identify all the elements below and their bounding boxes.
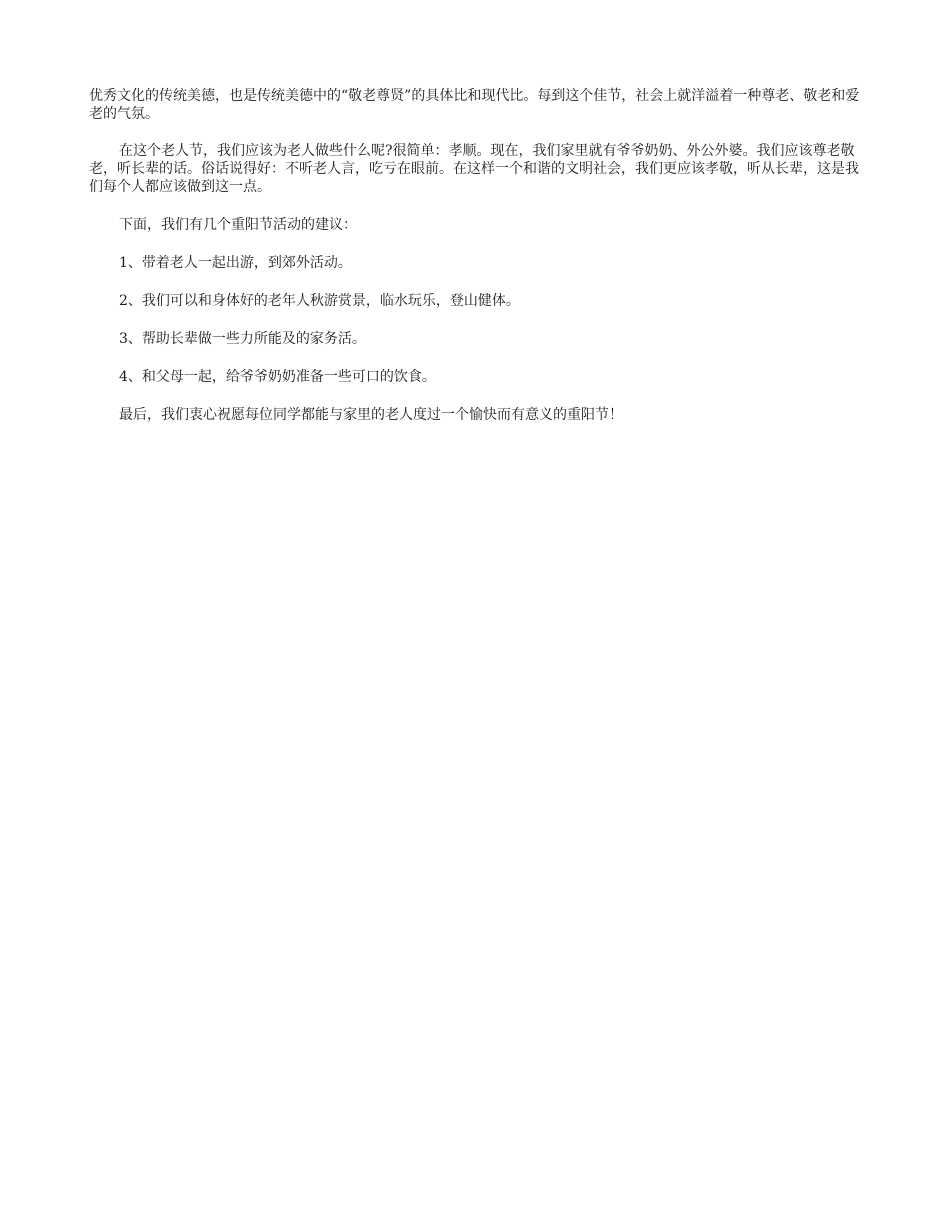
list-item-suggestion-3: 3、帮助长辈做一些力所能及的家务活。 (119, 331, 366, 347)
list-item-suggestion-1: 1、带着老人一起出游，到郊外活动。 (119, 255, 352, 271)
paragraph-intro-continued: 优秀文化的传统美德，也是传统美德中的“敬老尊贤”的具体比和现代比。每到这个佳节，社会上就洋溢着一种尊老、敬老和爱老的气氛。 (89, 88, 860, 122)
paragraph-closing-wishes: 最后，我们衷心祝愿每位同学都能与家里的老人度过一个愉快而有意义的重阳节！ (119, 407, 623, 423)
list-item-suggestion-4: 4、和父母一起，给爷爷奶奶准备一些可口的饮食。 (119, 369, 436, 385)
paragraph-suggestions-heading: 下面，我们有几个重阳节活动的建议： (119, 217, 357, 233)
list-item-suggestion-2: 2、我们可以和身体好的老年人秋游赏景，临水玩乐，登山健体。 (119, 293, 520, 309)
paragraph-what-to-do: 在这个老人节，我们应该为老人做些什么呢?很简单：孝顺。现在，我们家里就有爷爷奶奶、外公外婆。我们应该尊老敬老，听长辈的话。俗话说得好：不听老人言，吃亏在眼前。在这样一个和谐的文明社会，我们更应该孝敬，听从长辈，这是我们每个人都应该做到这一点。 (89, 143, 859, 195)
document-body (89, 87, 864, 444)
